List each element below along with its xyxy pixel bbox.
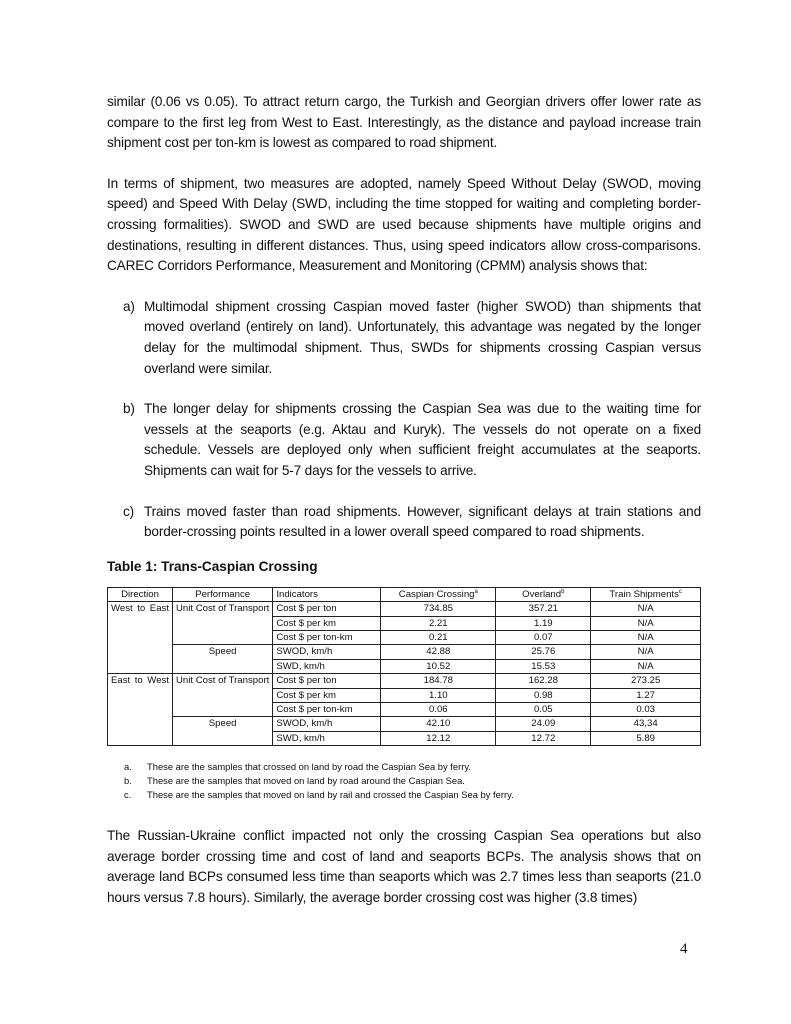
list-item (107, 399, 701, 481)
caspian-value: 734.85 (381, 602, 496, 616)
indicator-cell: SWD, km/h (273, 731, 381, 745)
findings-list (107, 297, 701, 543)
train-value: N/A (591, 630, 701, 644)
table-note: b. These are the samples that moved on land by road around the Caspian Sea. (124, 775, 465, 787)
overland-value: 24.09 (496, 717, 591, 731)
table-caption: Table 1: Trans-Caspian Crossing (107, 558, 318, 574)
indicator-cell: Cost $ per ton-km (273, 702, 381, 716)
table-note: c. These are the samples that moved on land by rail and crossed the Caspian Sea by ferry. (124, 789, 514, 801)
overland-value: 1.19 (496, 616, 591, 630)
caspian-value: 10.52 (381, 659, 496, 673)
overland-value: 162.28 (496, 674, 591, 688)
list-item (107, 297, 701, 379)
header-caspian: Caspian Crossing$^a$ (381, 587, 496, 601)
document-page (107, 92, 701, 929)
indicator-cell: SWD, km/h (273, 659, 381, 673)
list-item (107, 502, 701, 543)
indicator-cell: SWOD, km/h (273, 717, 381, 731)
overland-value: 12.72 (496, 731, 591, 745)
overland-value: 15.53 (496, 659, 591, 673)
train-value: 273.25 (591, 674, 701, 688)
caspian-value: 184.78 (381, 674, 496, 688)
caspian-value: 0.21 (381, 630, 496, 644)
indicator-cell: Cost $ per km (273, 688, 381, 702)
caspian-value: 2.21 (381, 616, 496, 630)
trans-caspian-table (107, 587, 701, 746)
performance-cell: Unit Cost of Transport (173, 674, 273, 717)
train-value: 43,34 (591, 717, 701, 731)
paragraph: The Russian-Ukraine conflict impacted not only the crossing Caspian Sea operations but also average border crossing time and cost of land and seaports BCPs. The analysis shows that on average land BCPs consumed less time than seaports which was 2.7 times less than seaports (21.0 hours versus 7.8 hours). Similarly, the average border crossing cost was higher (3.8 times) (107, 828, 701, 905)
list-text: Multimodal shipment crossing Caspian moved faster (higher SWOD) than shipments that moved overland (entirely on land). Unfortunately, this advantage was negated by the longer delay for the multimodal shipment. Thus, SWDs for shipments crossing Caspian versus overland were similar. (144, 298, 701, 376)
caspian-value: 42.88 (381, 645, 496, 659)
train-value: N/A (591, 645, 701, 659)
caspian-value: 0.06 (381, 702, 496, 716)
train-value: N/A (591, 602, 701, 616)
page-number: 4 (680, 941, 688, 957)
indicator-cell: Cost $ per ton (273, 674, 381, 688)
performance-cell: Speed (173, 717, 273, 746)
header-overland: Overland$^b$ (496, 587, 591, 601)
table-row (108, 645, 701, 659)
list-text: The longer delay for shipments crossing the Caspian Sea was due to the waiting time for vessels at the seaports (e.g. Aktau and Kuryk). The vessels do not operate on a fixed schedule. Vessels are deployed only when sufficient freight accumulates at the seaports. Shipments can wait for 5-7 days for the vessels to arrive. (144, 401, 701, 478)
train-value: 1.27 (591, 688, 701, 702)
performance-cell: Unit Cost of Transport (173, 602, 273, 645)
train-value: 5.89 (591, 731, 701, 745)
indicator-cell: Cost $ per ton-km (273, 630, 381, 644)
caspian-value: 42.10 (381, 717, 496, 731)
caspian-value: 1.10 (381, 688, 496, 702)
indicator-cell: SWOD, km/h (273, 645, 381, 659)
paragraph: similar (0.06 vs 0.05). To attract return cargo, the Turkish and Georgian drivers offer lower rate as compare to the first leg from West to East. Interestingly, as the distance and payload increase train shipment cost per ton-km is lowest as compared to road shipment. (107, 94, 701, 151)
table-row (108, 717, 701, 731)
train-value: N/A (591, 616, 701, 630)
caspian-value: 12.12 (381, 731, 496, 745)
header-indicators: Indicators (273, 587, 381, 601)
table-row (108, 602, 701, 616)
table-header-row (108, 587, 701, 601)
train-value: N/A (591, 659, 701, 673)
overland-value: 0.07 (496, 630, 591, 644)
list-marker: a) (123, 298, 135, 314)
table-notes (107, 760, 701, 802)
indicator-cell: Cost $ per km (273, 616, 381, 630)
overland-value: 0.05 (496, 702, 591, 716)
overland-value: 0.98 (496, 688, 591, 702)
table-row (108, 674, 701, 688)
list-text: Trains moved faster than road shipments. However, significant delays at train stations and border-crossing points resulted in a lower overall speed compared to road shipments. (144, 503, 701, 540)
train-value: 0.03 (591, 702, 701, 716)
performance-cell: Speed (173, 645, 273, 674)
paragraph: In terms of shipment, two measures are adopted, namely Speed Without Delay (SWOD, moving speed) and Speed With Delay (SWD, including the time stopped for waiting and completing border-crossing formalities). SWOD and SWD are used because shipments have multiple origins and destinations, resulting in different distances. Thus, using speed indicators allow cross-comparisons. CAREC Corridors Performance, Measurement and Monitoring (CPMM) analysis shows that: (107, 175, 701, 274)
list-marker: b) (123, 401, 135, 417)
header-train: Train Shipments$^c$ (591, 587, 701, 601)
indicator-cell: Cost $ per ton (273, 602, 381, 616)
overland-value: 25.76 (496, 645, 591, 659)
header-direction: Direction (108, 587, 173, 601)
direction-cell: West to East (108, 602, 173, 674)
table-note: a. These are the samples that crossed on land by road the Caspian Sea by ferry. (124, 761, 471, 773)
list-marker: c) (123, 503, 135, 519)
header-performance: Performance (173, 587, 273, 601)
overland-value: 357.21 (496, 602, 591, 616)
direction-cell: East to West (108, 674, 173, 746)
